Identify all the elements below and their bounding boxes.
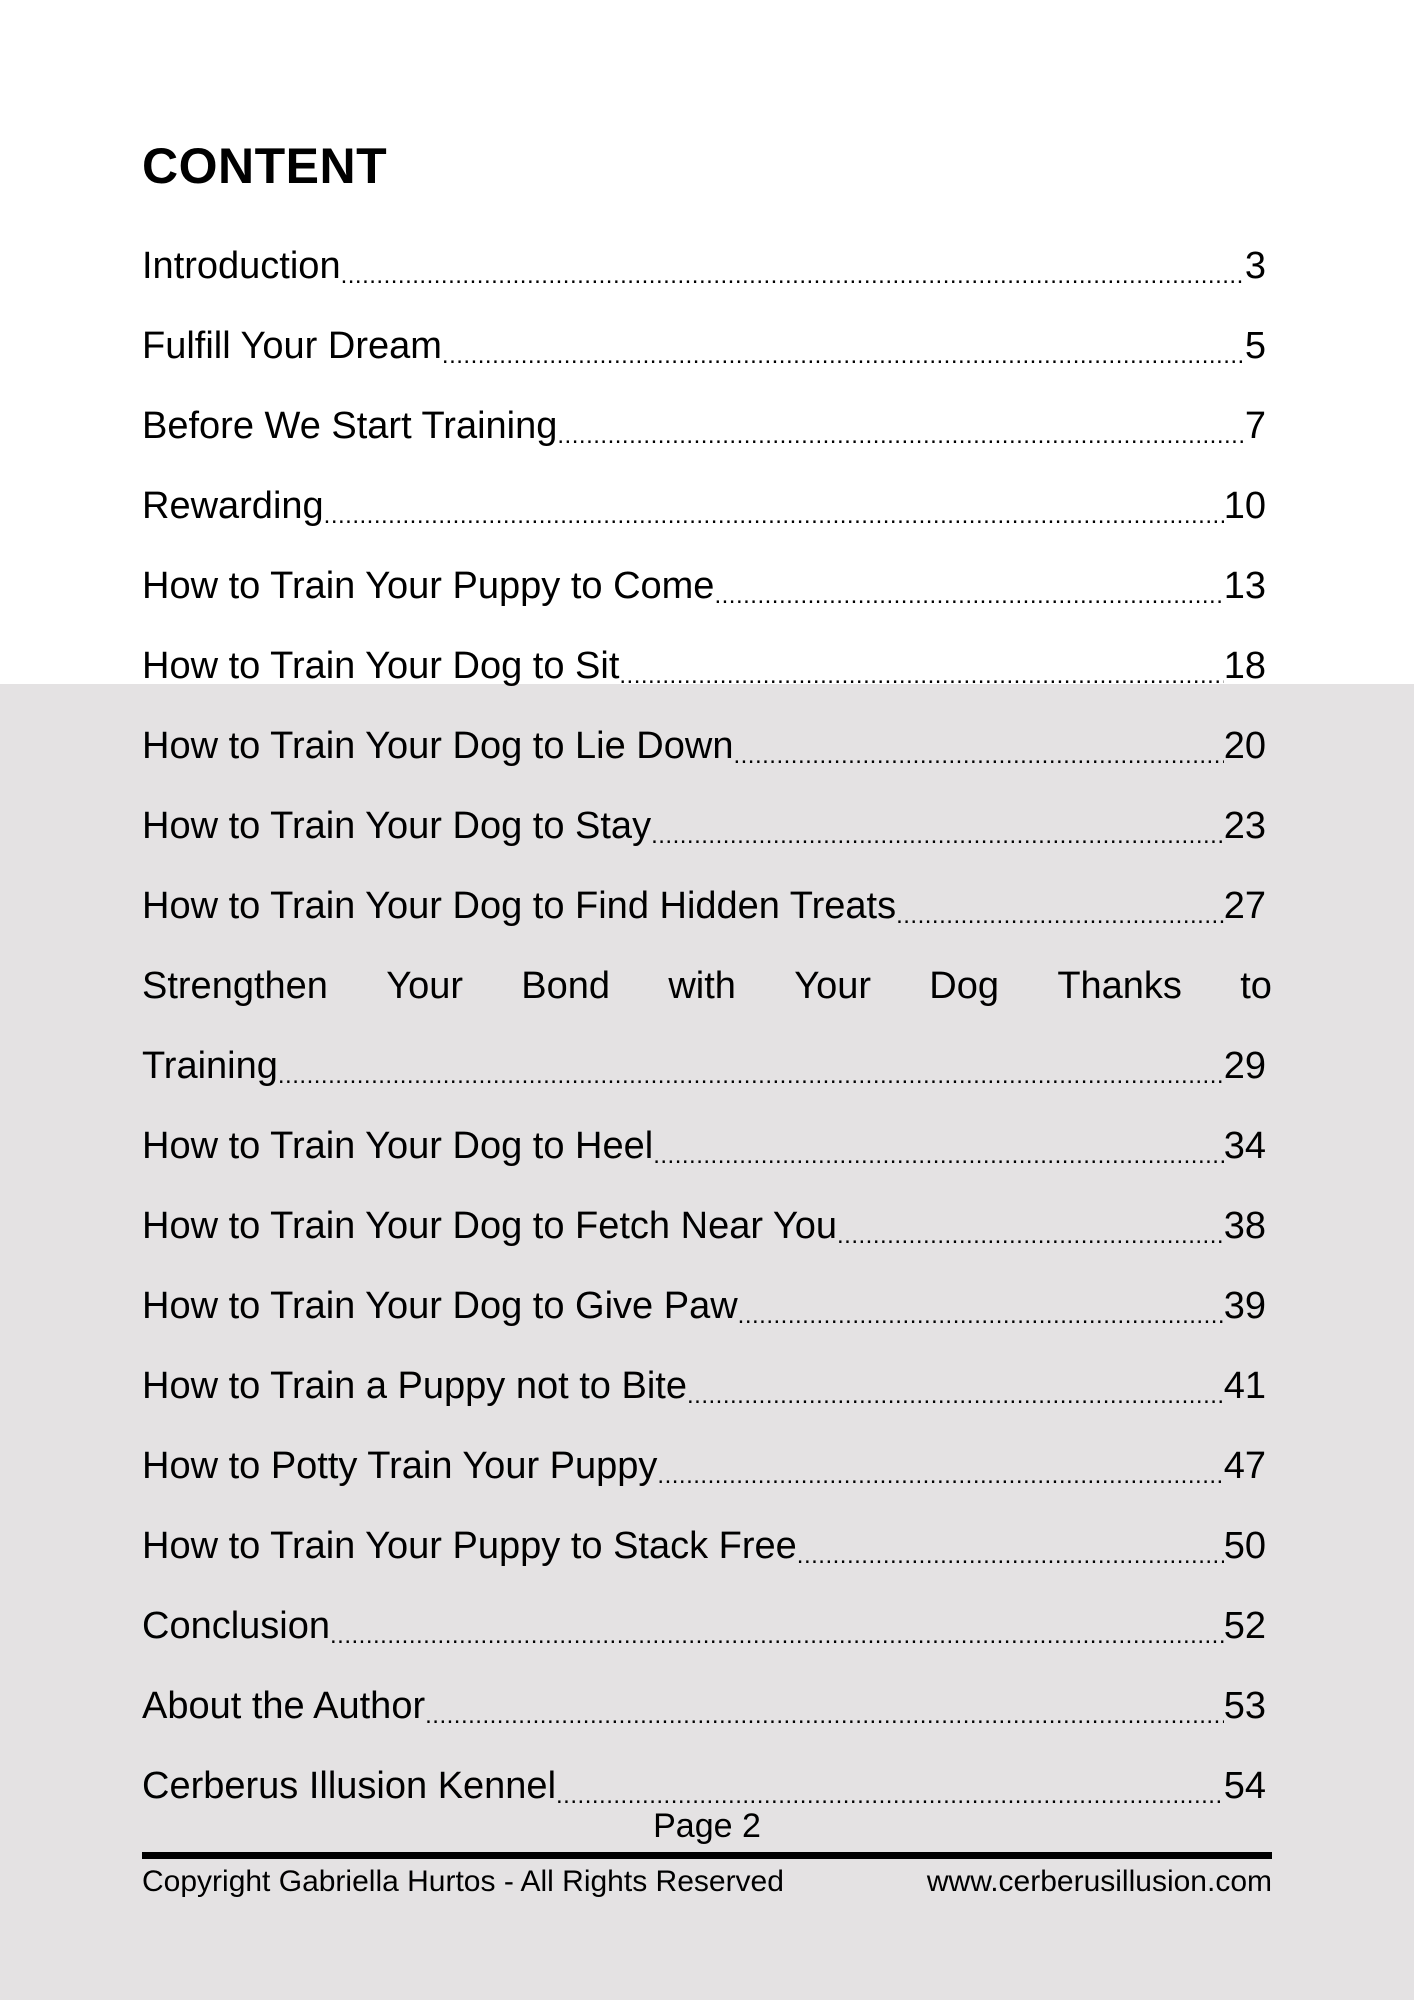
toc-entry-label: Training [142,1045,278,1087]
toc-entry-strengthen-bond-line1[interactable] [142,946,1272,1026]
toc-entry-label: How to Train Your Puppy to Stack Free [142,1525,797,1567]
toc-entry-page: 10 [1223,485,1266,527]
toc-entry-strengthen-bond-line2[interactable] [142,1026,1272,1106]
toc-entry-page: 50 [1223,1525,1266,1567]
toc-entry-introduction[interactable] [142,226,1272,306]
dot-leader [278,1026,1224,1106]
toc-entry-puppy-come[interactable] [142,546,1272,626]
toc-entry-page: 38 [1223,1205,1266,1247]
table-of-contents [142,226,1272,1826]
page-number: Page 2 [653,1807,761,1845]
toc-entry-dog-stay[interactable] [142,786,1272,866]
toc-entry-word: Bond [521,965,611,1007]
dot-leader [324,466,1224,546]
dot-leader [797,1506,1224,1586]
toc-entry-word: Dog [929,965,1000,1007]
dot-leader [653,1106,1224,1186]
dot-leader [557,386,1244,466]
dot-leader [442,306,1245,386]
toc-entry-label: How to Train a Puppy not to Bite [142,1365,687,1407]
toc-entry-word: Your [794,965,871,1007]
dot-leader [733,706,1223,786]
footer [142,1862,1272,1902]
toc-entry-page: 29 [1223,1045,1266,1087]
dot-leader [619,626,1223,706]
dot-leader [896,866,1224,946]
toc-entry-label: How to Train Your Dog to Sit [142,645,620,687]
toc-entry-page: 41 [1223,1365,1266,1407]
toc-entry-word: Your [386,965,463,1007]
toc-entry-before-we-start-training[interactable] [142,386,1272,466]
toc-entry-label: How to Train Your Puppy to Come [142,565,715,607]
toc-entry-label: Before We Start Training [142,405,558,447]
footer-divider [142,1852,1272,1859]
toc-entry-label: How to Train Your Dog to Heel [142,1125,654,1167]
toc-entry-dog-lie-down[interactable] [142,706,1272,786]
dot-leader [425,1666,1224,1746]
toc-entry-page: 23 [1223,805,1266,847]
toc-entry-rewarding[interactable] [142,466,1272,546]
toc-entry-page: 54 [1223,1765,1266,1807]
toc-entry-label: How to Potty Train Your Puppy [142,1445,658,1487]
toc-entry-stack-free[interactable] [142,1506,1272,1586]
toc-entry-label: Rewarding [142,485,324,527]
toc-entry-fulfill-your-dream[interactable] [142,306,1272,386]
dot-leader [837,1186,1224,1266]
toc-entry-page: 53 [1223,1685,1266,1727]
toc-entry-dog-heel[interactable] [142,1106,1272,1186]
toc-entry-label: Fulfill Your Dream [142,325,442,367]
dot-leader [657,1426,1223,1506]
dot-leader [687,1346,1224,1426]
toc-entry-label: How to Train Your Dog to Fetch Near You [142,1205,837,1247]
toc-entry-page: 5 [1244,325,1266,367]
toc-entry-label: Introduction [142,245,341,287]
toc-entry-conclusion[interactable] [142,1586,1272,1666]
dot-leader [341,226,1245,306]
toc-entry-page: 20 [1223,725,1266,767]
dot-leader [330,1586,1224,1666]
toc-entry-label: About the Author [142,1685,426,1727]
toc-entry-label: How to Train Your Dog to Find Hidden Treats [142,885,897,927]
toc-entry-label: How to Train Your Dog to Lie Down [142,725,734,767]
toc-entry-word: Thanks [1057,965,1182,1007]
toc-entry-puppy-not-bite[interactable] [142,1346,1272,1426]
toc-entry-dog-give-paw[interactable] [142,1266,1272,1346]
toc-entry-word: with [668,965,736,1007]
toc-entry-page: 47 [1223,1445,1266,1487]
dot-leader [738,1266,1224,1346]
toc-entry-page: 39 [1223,1285,1266,1327]
toc-entry-word: Strengthen [142,965,328,1007]
toc-entry-page: 52 [1223,1605,1266,1647]
toc-entry-dog-find-hidden-treats[interactable] [142,866,1272,946]
toc-entry-page: 7 [1244,405,1266,447]
dot-leader [651,786,1224,866]
toc-entry-page: 34 [1223,1125,1266,1167]
page-title: CONTENT [142,138,388,194]
toc-entry-dog-fetch[interactable] [142,1186,1272,1266]
toc-entry-page: 27 [1223,885,1266,927]
toc-entry-page: 3 [1244,245,1266,287]
toc-entry-label: How to Train Your Dog to Stay [142,805,652,847]
toc-entry-dog-sit[interactable] [142,626,1272,706]
toc-entry-page: 13 [1223,565,1266,607]
toc-entry-potty-train[interactable] [142,1426,1272,1506]
website-link[interactable]: www.cerberusillusion.com [926,1865,1272,1898]
toc-entry-label: Conclusion [142,1605,330,1647]
toc-entry-label: How to Train Your Dog to Give Paw [142,1285,738,1327]
toc-entry-word: to [1240,965,1272,1007]
toc-entry-label: Cerberus Illusion Kennel [142,1765,557,1807]
toc-entry-about-author[interactable] [142,1666,1272,1746]
dot-leader [714,546,1223,626]
copyright-text: Copyright Gabriella Hurtos - All Rights Reserved [142,1865,784,1898]
toc-entry-page: 18 [1223,645,1266,687]
